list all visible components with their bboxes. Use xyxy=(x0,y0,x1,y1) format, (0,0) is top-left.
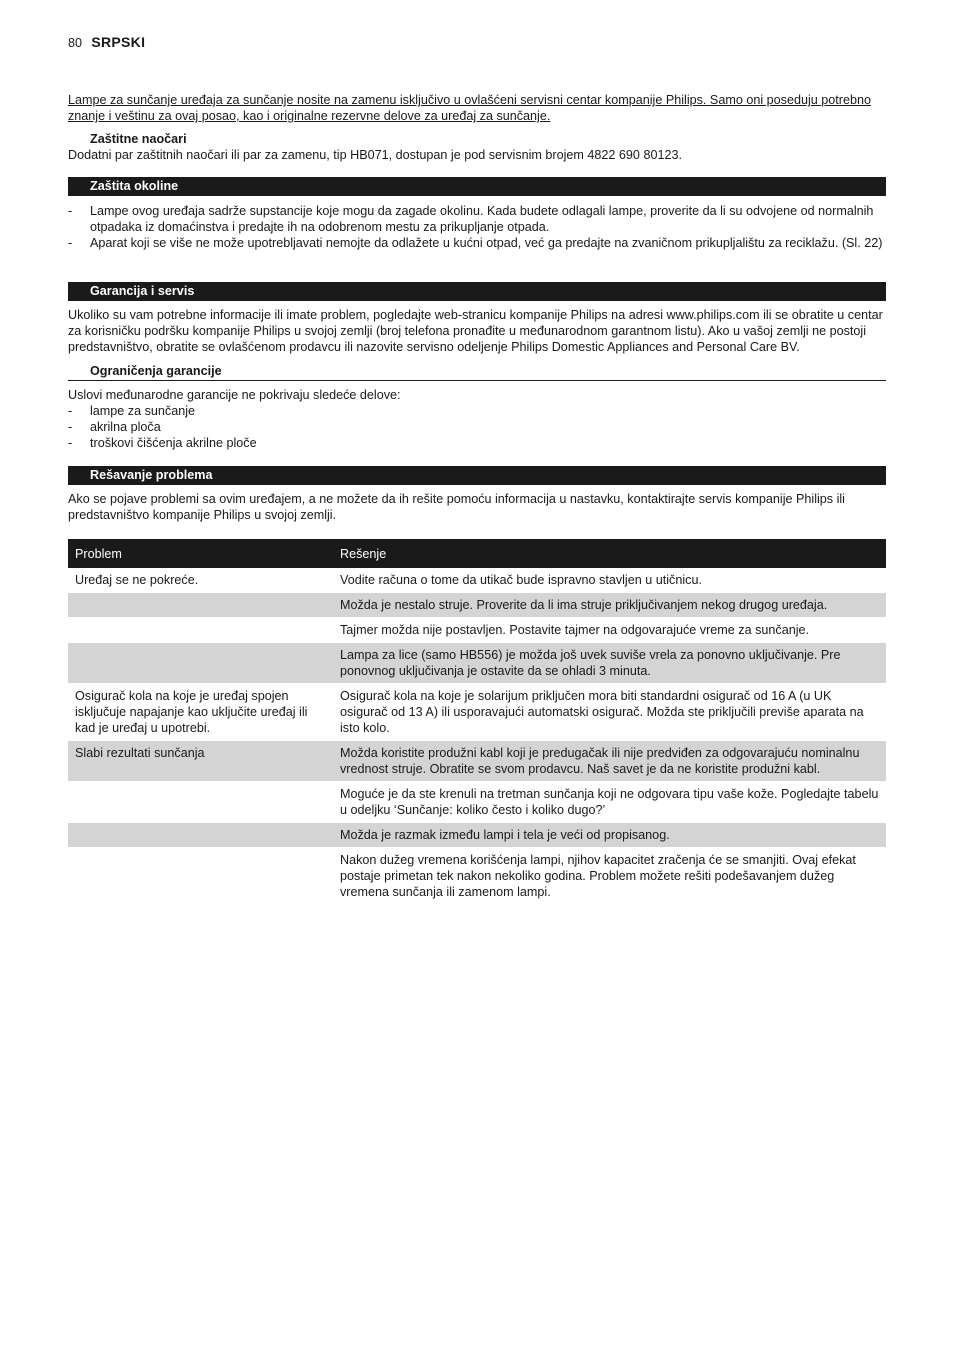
solution-cell: Tajmer možda nije postavljen. Postavite tajmer na odgovarajuće vreme za sunčanje. xyxy=(333,618,886,643)
problem-cell xyxy=(68,823,333,848)
column-header-problem: Problem xyxy=(68,539,333,568)
solution-cell: Možda je razmak između lampi i tela je veći od propisanog. xyxy=(333,823,886,848)
solution-cell: Lampa za lice (samo HB556) je možda još uvek suviše vrela za ponovno uključivanje. Pre ponovnog uključivanja je ostavite da se ohladi 3 minuta. xyxy=(333,643,886,684)
problem-cell: Osigurač kola na koje je uređaj spojen isključuje napajanje kao uključite uređaj ili kad je uređaj u upotrebi. xyxy=(68,684,333,741)
table-header-row xyxy=(68,539,886,568)
problem-cell xyxy=(68,618,333,643)
problem-cell xyxy=(68,593,333,618)
goggles-title: Zaštitne naočari xyxy=(90,132,187,146)
section-bar-guarantee: Garancija i servis xyxy=(68,282,886,301)
solution-cell: Vodite računa o tome da utikač bude ispravno stavljen u utičnicu. xyxy=(333,568,886,593)
solution-cell: Osigurač kola na koje je solarijum priključen mora biti standardni osigurač od 16 A (u UK osigurač od 13 A) ili usporavajući automatski osigurač. Možda ste priključili previše aparata na isto kolo. xyxy=(333,684,886,741)
table-row xyxy=(68,741,886,782)
restrictions-intro: Uslovi međunarodne garancije ne pokrivaju sledeće delove: xyxy=(68,388,401,402)
page-number: 80 xyxy=(68,36,83,50)
philips-url-link[interactable]: www.philips.com xyxy=(666,308,760,322)
problem-cell xyxy=(68,848,333,905)
list-item: - Lampe ovog uređaja sadrže supstancije koje mogu da zagade okolinu. Kada budete odlagali lampe, proverite da li su odvojene od normalnih otpadaka iz domaćinstva i predajte ih na odobrenom mestu za prikupljanje otpada. xyxy=(68,203,886,235)
restrictions-title: Ograničenja garancije xyxy=(68,363,886,381)
troubleshooting-intro: Ako se pojave problemi sa ovim uređajem, a ne možete da ih rešite pomoću informacija u nastavku, kontaktirajte servis kompanije Philips ili predstavništvo kompanije Philips u svojoj zemlji. xyxy=(68,492,845,522)
restrictions-list xyxy=(68,403,886,451)
language-label: SRPSKI xyxy=(91,34,146,50)
problem-cell xyxy=(68,643,333,684)
table-row xyxy=(68,684,886,741)
troubleshooting-table xyxy=(68,539,886,905)
intro-note: Lampe za sunčanje uređaja za sunčanje nosite na zamenu isključivo u ovlašćeni servisni centar kompanije Philips. Samo oni poseduju potrebno znanje i veštinu za ovaj posao, kao i originalne rezervne delove za uređaj za sunčanje. xyxy=(68,93,871,123)
problem-cell xyxy=(68,782,333,823)
problem-cell: Slabi rezultati sunčanja xyxy=(68,741,333,782)
section-bar-troubleshooting: Rešavanje problema xyxy=(68,466,886,485)
guarantee-text-after: ili se obratite u centar za korisničku podršku kompanije Philips u svojoj zemlji (broj telefona pronađite u međunarodnom garantnom listu). Ako u vašoj zemlji ne postoji predstavništvo, obratite se ovlašćenom prodavcu ili nazovite servisno odeljenje Philips Domestic Appliances and Personal Care BV. xyxy=(68,308,883,354)
table-row xyxy=(68,643,886,684)
section-bar-environment: Zaštita okoline xyxy=(68,177,886,196)
table-row xyxy=(68,823,886,848)
guarantee-text-before: Ukoliko su vam potrebne informacije ili imate problem, pogledajte web-stranicu kompanije Philips na adresi xyxy=(68,308,667,322)
list-item: - Aparat koji se više ne može upotrebljavati nemojte da odlažete u kućni otpad, već ga predajte na zvaničnom prikupljalištu za reciklažu. (Sl. 22) xyxy=(68,235,886,251)
column-header-solution: Rešenje xyxy=(333,539,886,568)
solution-cell: Možda koristite produžni kabl koji je predugačak ili nije predviđen za odgovarajuću nominalnu vrednost struje. Obratite se svom prodavcu. Naš savet je da ne koristite produžni kabl. xyxy=(333,741,886,782)
problem-cell: Uređaj se ne pokreće. xyxy=(68,568,333,593)
solution-cell: Nakon dužeg vremena korišćenja lampi, njihov kapacitet zračenja će se smanjiti. Ovaj efekat postaje primetan tek nakon nekoliko godina. Problem možete rešiti podešavanjem dužeg vremena sunčanja ili zamenom lampi. xyxy=(333,848,886,905)
list-item: - akrilna ploča xyxy=(68,419,886,435)
guarantee-text xyxy=(68,307,886,355)
page-header xyxy=(68,34,145,51)
table-row xyxy=(68,568,886,593)
solution-cell: Moguće je da ste krenuli na tretman sunčanja koji ne odgovara tipu vaše kože. Pogledajte tabelu u odeljku ‘Sunčanje: koliko često i koliko dugo?’ xyxy=(333,782,886,823)
table-row xyxy=(68,618,886,643)
environment-list xyxy=(68,203,886,251)
table-row xyxy=(68,848,886,905)
table-row xyxy=(68,593,886,618)
table-row xyxy=(68,782,886,823)
list-item: - troškovi čišćenja akrilne ploče xyxy=(68,435,886,451)
list-item: - lampe za sunčanje xyxy=(68,403,886,419)
goggles-text: Dodatni par zaštitnih naočari ili par za zamenu, tip HB071, dostupan je pod servisnim brojem 4822 690 80123. xyxy=(68,148,682,162)
solution-cell: Možda je nestalo struje. Proverite da li ima struje priključivanjem nekog drugog uređaja. xyxy=(333,593,886,618)
